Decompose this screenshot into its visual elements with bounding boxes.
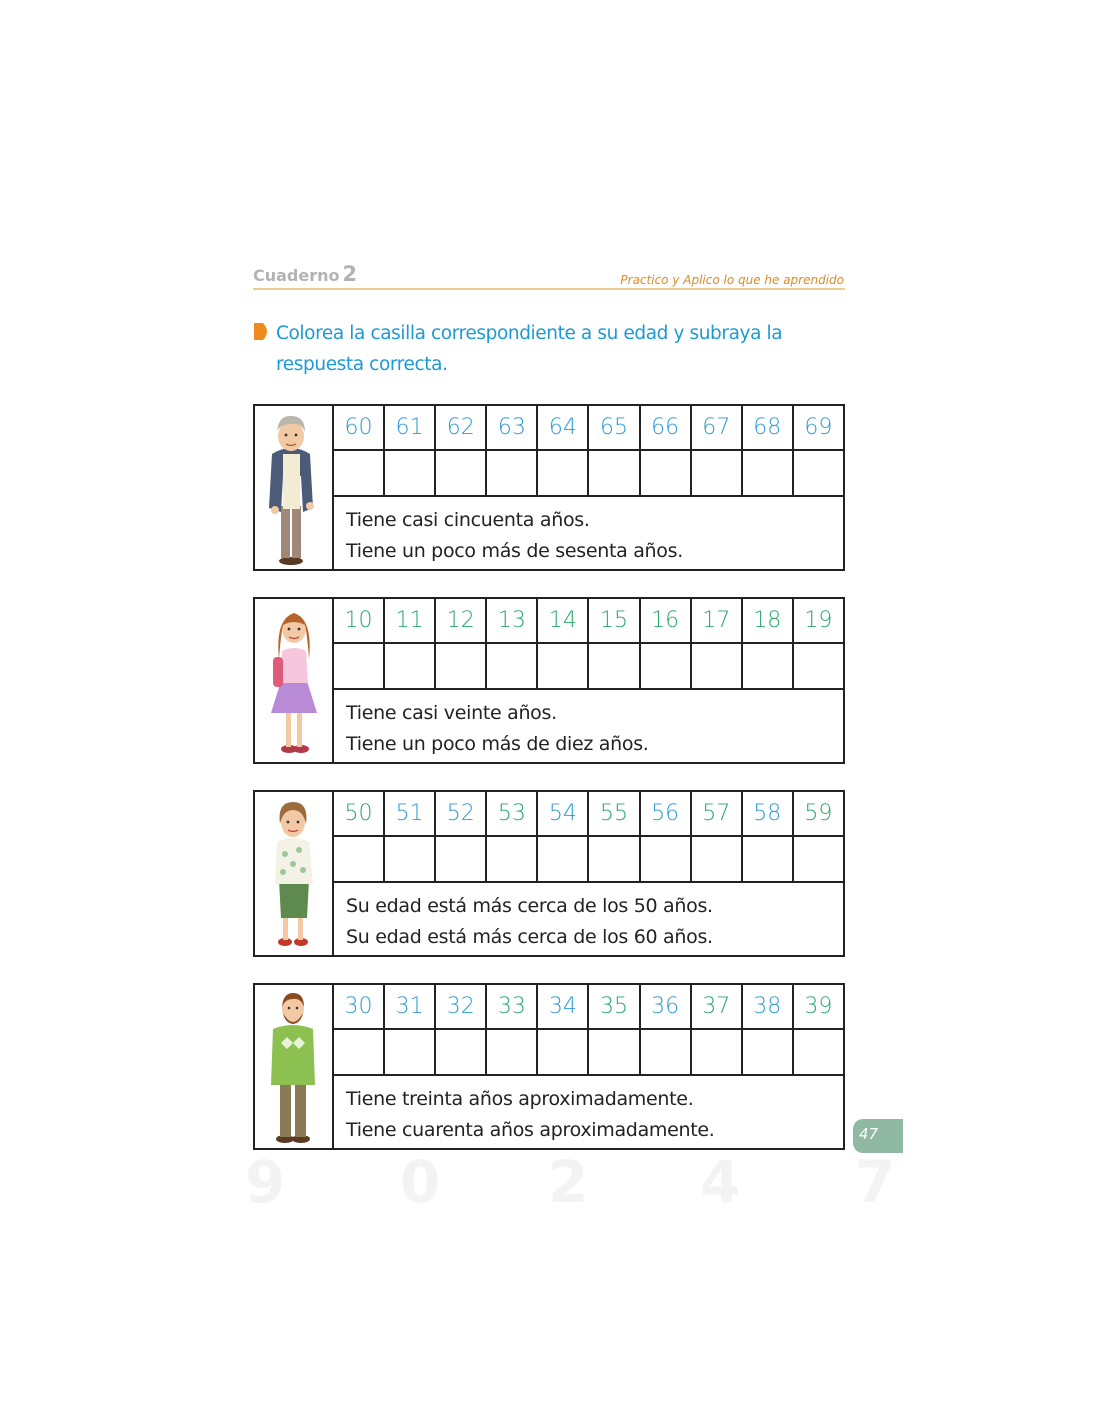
- watermark-digit: 9: [245, 1148, 286, 1216]
- section-title: Practico y Aplico lo que he aprendido: [620, 273, 844, 287]
- age-cell: 16: [641, 599, 692, 642]
- color-box[interactable]: [538, 644, 589, 688]
- age-cell: 66: [641, 406, 692, 449]
- age-cell: 19: [804, 608, 833, 633]
- color-box[interactable]: [692, 837, 743, 881]
- color-box[interactable]: [385, 1030, 436, 1074]
- age-cell: 11: [385, 599, 436, 642]
- answer-options: [346, 698, 649, 760]
- answer-option[interactable]: Tiene cuarenta años aproximadamente.: [346, 1119, 715, 1141]
- age-cell: 56: [641, 792, 692, 835]
- answer-option[interactable]: Su edad está más cerca de los 50 años.: [346, 895, 713, 917]
- age-cell: 63: [487, 406, 538, 449]
- answer-options: [346, 891, 713, 953]
- answer-option[interactable]: Tiene un poco más de sesenta años.: [346, 540, 683, 562]
- color-box[interactable]: [487, 1030, 538, 1074]
- color-box[interactable]: [794, 1030, 843, 1074]
- number-row: [334, 406, 843, 451]
- color-box[interactable]: [794, 451, 843, 495]
- watermark-digit: 0: [400, 1148, 441, 1216]
- color-box[interactable]: [385, 837, 436, 881]
- color-box[interactable]: [692, 644, 743, 688]
- age-cell: 57: [692, 792, 743, 835]
- girl-figure: [255, 599, 334, 762]
- bearded-man-figure: [255, 985, 334, 1148]
- age-cell: 51: [385, 792, 436, 835]
- age-cell: 33: [487, 985, 538, 1028]
- answer-options: [346, 505, 683, 567]
- age-cell: 32: [436, 985, 487, 1028]
- arrow-bullet-icon: [253, 322, 272, 341]
- color-box[interactable]: [334, 837, 385, 881]
- color-box-row: [334, 1030, 843, 1076]
- age-cell: 69: [804, 415, 833, 440]
- color-box[interactable]: [436, 1030, 487, 1074]
- color-box[interactable]: [589, 451, 640, 495]
- notebook-number: 2: [342, 262, 358, 286]
- color-box[interactable]: [641, 644, 692, 688]
- age-cell: 60: [334, 406, 385, 449]
- color-box[interactable]: [487, 644, 538, 688]
- age-cell: 39: [804, 994, 833, 1019]
- age-grid: [334, 406, 843, 497]
- age-cell: 30: [334, 985, 385, 1028]
- age-cell: 36: [641, 985, 692, 1028]
- age-cell: 14: [538, 599, 589, 642]
- age-cell: 58: [743, 792, 794, 835]
- notebook-label: Cuaderno: [253, 266, 340, 285]
- color-box[interactable]: [334, 644, 385, 688]
- header-divider: [253, 288, 845, 290]
- age-cell: 62: [436, 406, 487, 449]
- color-box[interactable]: [641, 1030, 692, 1074]
- color-box[interactable]: [641, 837, 692, 881]
- color-box[interactable]: [436, 837, 487, 881]
- watermark-digit: 4: [700, 1148, 741, 1216]
- age-cell: 54: [538, 792, 589, 835]
- color-box[interactable]: [538, 1030, 589, 1074]
- color-box[interactable]: [743, 1030, 794, 1074]
- age-cell: 59: [804, 801, 833, 826]
- age-cell: 50: [334, 792, 385, 835]
- color-box[interactable]: [589, 644, 640, 688]
- exercise-1: [253, 404, 845, 571]
- age-cell: 38: [743, 985, 794, 1028]
- color-box[interactable]: [385, 451, 436, 495]
- age-cell: 10: [334, 599, 385, 642]
- age-cell: 35: [589, 985, 640, 1028]
- age-cell: 12: [436, 599, 487, 642]
- color-box[interactable]: [334, 1030, 385, 1074]
- age-cell: 52: [436, 792, 487, 835]
- watermark-digit: 7: [855, 1148, 896, 1216]
- notebook-title: [253, 262, 357, 286]
- answer-option[interactable]: Tiene casi cincuenta años.: [346, 509, 590, 531]
- color-box-row: [334, 644, 843, 690]
- age-grid: [334, 792, 843, 883]
- age-cell: 17: [692, 599, 743, 642]
- color-box[interactable]: [743, 644, 794, 688]
- number-row: [334, 985, 843, 1030]
- color-box[interactable]: [436, 451, 487, 495]
- age-grid: [334, 985, 843, 1076]
- age-cell: 15: [589, 599, 640, 642]
- color-box[interactable]: [538, 837, 589, 881]
- color-box[interactable]: [743, 451, 794, 495]
- exercise-2: [253, 597, 845, 764]
- age-cell: 61: [385, 406, 436, 449]
- watermark-digit: 2: [548, 1148, 589, 1216]
- age-cell: 67: [692, 406, 743, 449]
- color-box-row: [334, 451, 843, 497]
- age-cell: 55: [589, 792, 640, 835]
- color-box[interactable]: [794, 644, 843, 688]
- age-cell: 64: [538, 406, 589, 449]
- age-grid: [334, 599, 843, 690]
- exercise-4: [253, 983, 845, 1150]
- color-box[interactable]: [692, 1030, 743, 1074]
- color-box[interactable]: [487, 837, 538, 881]
- color-box[interactable]: [334, 451, 385, 495]
- age-cell: 68: [743, 406, 794, 449]
- color-box[interactable]: [743, 837, 794, 881]
- number-row: [334, 792, 843, 837]
- instruction-text: Colorea la casilla correspondiente a su edad y subraya la respuesta correcta.: [276, 323, 783, 375]
- age-cell: 18: [743, 599, 794, 642]
- color-box[interactable]: [538, 451, 589, 495]
- page-number: 47: [859, 1125, 879, 1143]
- color-box[interactable]: [436, 644, 487, 688]
- answer-option[interactable]: Su edad está más cerca de los 60 años.: [346, 926, 713, 948]
- exercise-3: [253, 790, 845, 957]
- answer-option[interactable]: Tiene un poco más de diez años.: [346, 733, 649, 755]
- number-row: [334, 599, 843, 644]
- woman-figure: [255, 792, 334, 955]
- answer-option[interactable]: Tiene casi veinte años.: [346, 702, 557, 724]
- color-box[interactable]: [487, 451, 538, 495]
- age-cell: 65: [589, 406, 640, 449]
- age-cell: 31: [385, 985, 436, 1028]
- age-cell: 53: [487, 792, 538, 835]
- color-box[interactable]: [385, 644, 436, 688]
- answer-option[interactable]: Tiene treinta años aproximadamente.: [346, 1088, 694, 1110]
- color-box[interactable]: [589, 1030, 640, 1074]
- color-box[interactable]: [794, 837, 843, 881]
- age-cell: 37: [692, 985, 743, 1028]
- color-box-row: [334, 837, 843, 883]
- color-box[interactable]: [692, 451, 743, 495]
- age-cell: 34: [538, 985, 589, 1028]
- old-man-figure: [255, 406, 334, 569]
- answer-options: [346, 1084, 715, 1146]
- color-box[interactable]: [641, 451, 692, 495]
- age-cell: 13: [487, 599, 538, 642]
- color-box[interactable]: [589, 837, 640, 881]
